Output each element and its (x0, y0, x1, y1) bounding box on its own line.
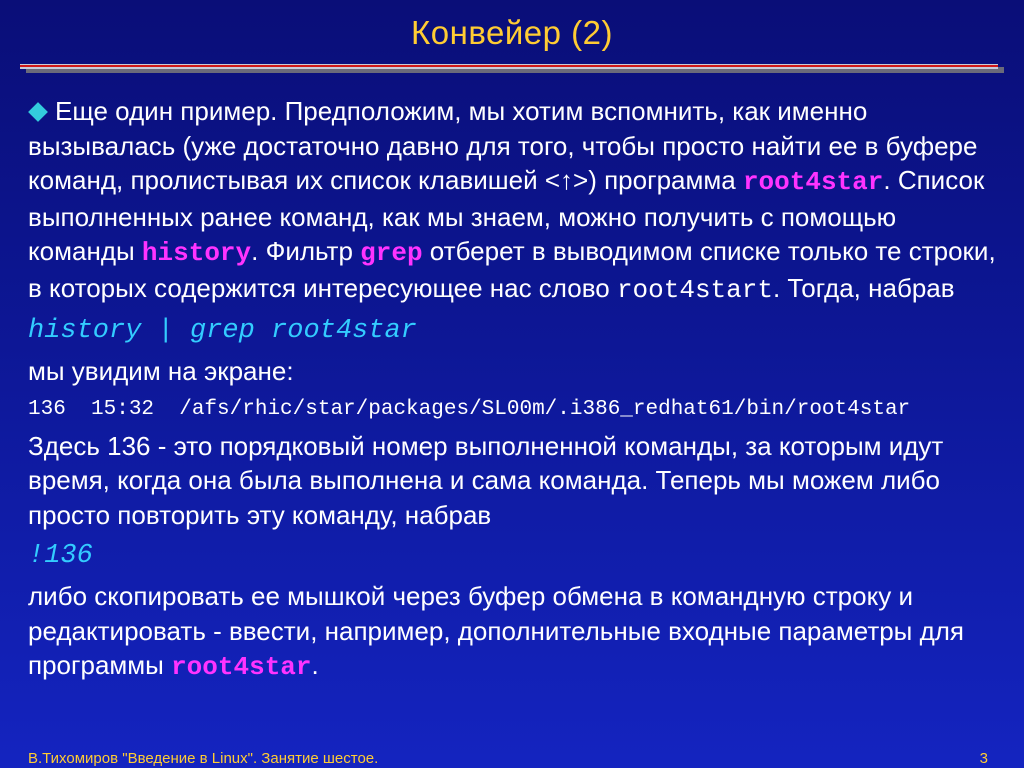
paragraph-explanation: Здесь 136 - это порядковый номер выполненной команды, за которым идут время, когда она была выполнена и сама команда. Теперь мы можем либо просто повторить эту команду, набрав (28, 430, 944, 530)
keyword-root4star-2: root4star (171, 652, 312, 682)
paragraph-intro: Еще один пример. Предположим, мы хотим вспомнить, как именно вызывалась (уже достаточно давно для того, чтобы просто найти ее в буфере команд, пролистывая их список клавишей <↑>) программа root4star. Список выполненных ранее команд, как мы знаем, можно получить с помощью команды history. Фильтр grep отберет в выводимом списке только те строки, в которых содержится интересующее нас слово root4start. Тогда, набрав (28, 96, 996, 305)
paragraph-copy: либо скопировать ее мышкой через буфер обмена в командную строку и редактировать - ввести, например, дополнительные входные параметры для программы root4star. (28, 581, 965, 682)
keyword-grep: grep (360, 238, 423, 268)
slide-body (28, 94, 1000, 685)
keyword-history: history (141, 238, 252, 268)
command-repeat: !136 (28, 541, 93, 571)
slide-title: Конвейер (2) (411, 14, 613, 51)
footer-author: В.Тихомиров "Введение в Linux". Занятие шестое. (28, 750, 379, 767)
line-see-on-screen: мы увидим на экране: (28, 356, 294, 386)
title-divider (20, 62, 1004, 78)
keyword-root4start: root4start (616, 274, 773, 305)
command-history-grep: history | grep root4star (28, 316, 417, 346)
slide-number: 3 (979, 750, 988, 767)
keyword-root4star: root4star (742, 167, 884, 197)
diamond-bullet-icon (28, 102, 48, 122)
terminal-output-line: 136 15:32 /afs/rhic/star/packages/SL00m/.i386_redhat61/bin/root4star (28, 397, 911, 421)
